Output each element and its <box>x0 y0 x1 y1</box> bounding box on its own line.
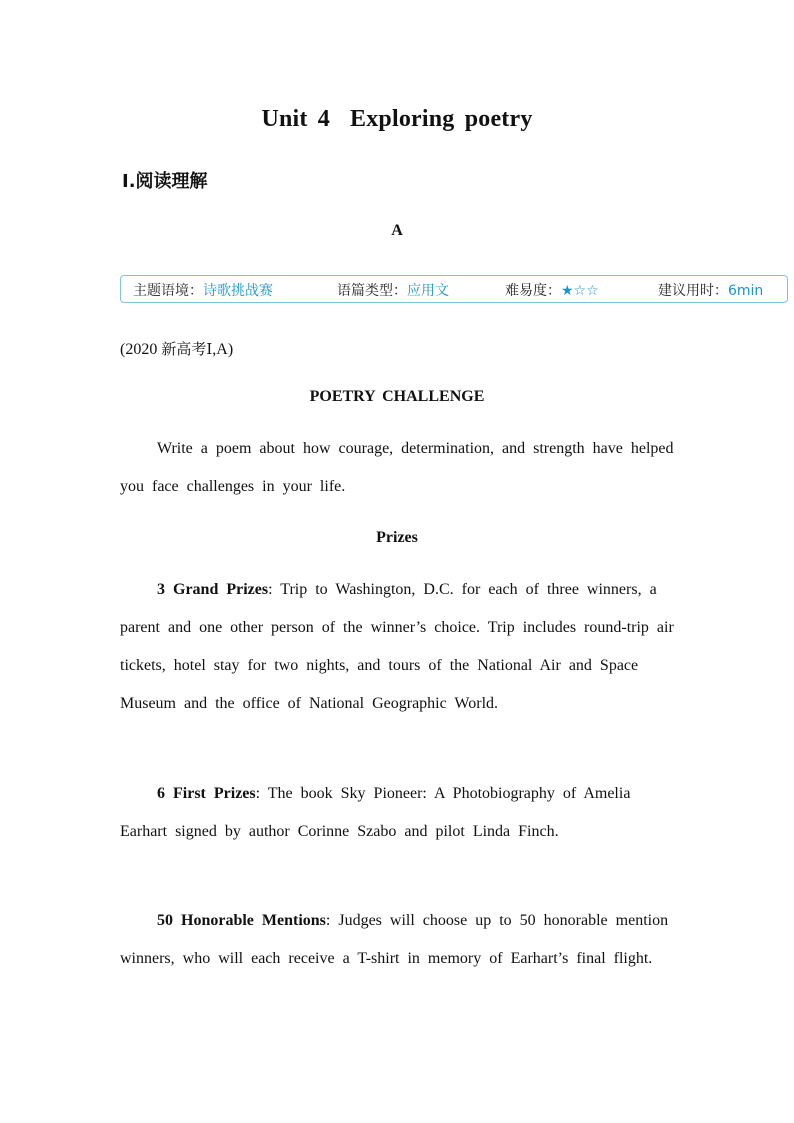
prize-label: 50 Honorable Mentions <box>157 912 326 929</box>
theme-info <box>133 280 273 300</box>
prize-text: Trip to Washington, D.C. for each of three winners, a parent and one other person of the winner’s choice. Trip includes round-trip air tickets, hotel stay for two nights, and tours of the National Air and Space Museum and the office of National Geographic World. <box>120 581 674 712</box>
time-label: 建议用时： <box>658 283 728 299</box>
prizes-heading: Prizes <box>376 529 418 546</box>
source-year: (2020 <box>120 341 162 358</box>
prize-separator: : <box>325 912 339 929</box>
prize-separator: : <box>268 581 281 598</box>
source-citation <box>120 338 233 359</box>
type-label: 语篇类型： <box>337 283 407 299</box>
difficulty-stars: ★☆☆ <box>561 283 599 299</box>
prize-separator: : <box>255 785 268 802</box>
time-info <box>658 280 763 300</box>
prize-text: The book Sky Pioneer: A Photobiography of Amelia Earhart signed by author Corinne Szabo and pilot Linda Finch. <box>120 785 631 840</box>
intro-paragraph <box>120 430 680 506</box>
type-info <box>337 280 449 300</box>
theme-value: 诗歌挑战赛 <box>203 283 273 299</box>
prize-paragraph-first <box>120 775 680 851</box>
page-title <box>0 106 794 133</box>
prize-paragraph-honorable <box>120 902 680 978</box>
difficulty-label: 难易度： <box>505 283 561 299</box>
section-heading: Ⅰ.阅读理解 <box>122 171 208 192</box>
intro-text: Write a poem about how courage, determination, and strength have helped you face challenges in your life. <box>120 440 674 495</box>
info-bar <box>120 275 788 303</box>
source-exam: 新高考Ⅰ <box>161 340 213 358</box>
time-value: 6min <box>728 283 764 299</box>
prize-paragraph-grand <box>120 571 680 723</box>
passage-title: POETRY CHALLENGE <box>309 388 485 405</box>
title-topic: Exploring poetry <box>350 106 533 132</box>
theme-label: 主题语境： <box>133 283 203 299</box>
title-unit: Unit 4 <box>261 106 330 132</box>
prize-label: 3 Grand Prizes <box>157 581 269 598</box>
difficulty-info <box>505 280 599 300</box>
source-tail: ,A) <box>212 341 234 358</box>
passage-letter: A <box>391 222 403 239</box>
prize-text: Judges will choose up to 50 honorable mention winners, who will each receive a T-shirt in memory of Earhart’s final flight. <box>120 912 669 967</box>
prize-label: 6 First Prizes <box>157 785 256 802</box>
type-value: 应用文 <box>407 283 449 299</box>
